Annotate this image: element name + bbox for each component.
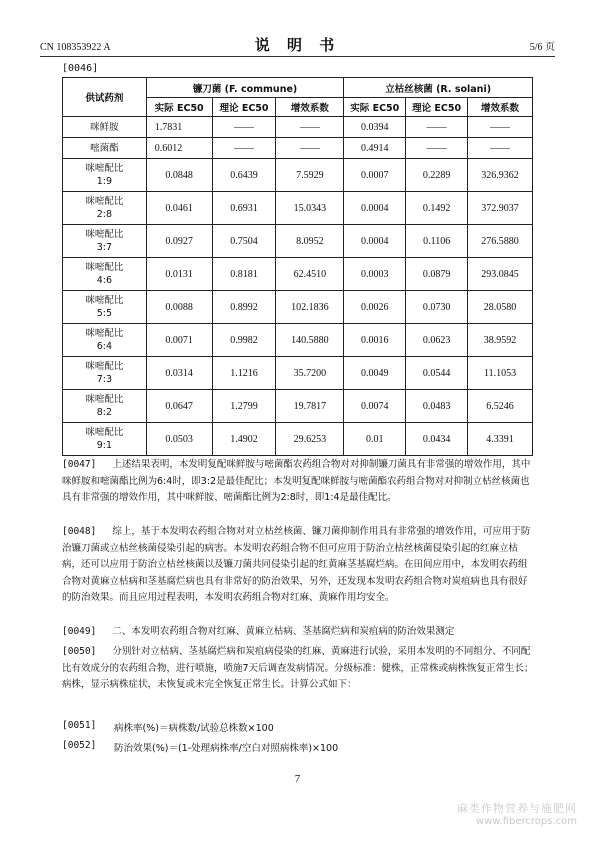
value-cell: 0.0131 (146, 258, 212, 291)
table-row (63, 138, 533, 159)
value-cell: 0.01 (344, 423, 406, 456)
agent-ratio: 6:4 (96, 341, 113, 352)
paragraph-0048 (62, 524, 534, 607)
value-cell: 28.0580 (468, 291, 533, 324)
value-cell: 0.0647 (146, 390, 212, 423)
table-row (63, 117, 533, 138)
value-cell: 29.6253 (276, 423, 344, 456)
paragraph-0051 (62, 720, 274, 734)
value-cell: 0.0434 (406, 423, 468, 456)
agent-cell (63, 225, 147, 258)
paragraph-text: 综上，基于本发明农药组合物对对立枯丝核菌、镰刀菌抑制作用具有非常强的增效作用，可应用于防治镰刀菌或立枯丝核菌侵染引起的病害。本发明农药组合物不但可应用于防治立枯丝核菌侵染引起的红麻立枯病，还可以应用于防治立枯丝核菌以及镰刀菌共同侵染引起的红黄麻茎基腐烂病。在田间应用中，本发明农药组合物对黄麻立枯病和茎基腐烂病也具有非常好的防治效果，另外，还发现本发明农药组合物对炭疽病也具有很好的防治效果。而且应用过程表明，本发明农药组合物对红麻、黄麻作用均安全。 (62, 526, 531, 603)
table-row (63, 390, 533, 423)
value-cell: —— (212, 138, 276, 159)
subheader-cell: 增效系数 (276, 98, 344, 117)
agent-name: 咪鲜胺 (90, 121, 119, 133)
watermark-url: www.fibercrops.com (475, 816, 577, 827)
agent-cell (63, 357, 147, 390)
value-cell: —— (276, 138, 344, 159)
value-cell: 15.0343 (276, 192, 344, 225)
formula-incidence: 病株率(%)＝病株数/试验总株数×100 (114, 723, 274, 734)
value-cell: 0.0623 (406, 324, 468, 357)
watermark-title: 麻类作物营养与施肥网 (457, 802, 577, 815)
value-cell: 0.8992 (212, 291, 276, 324)
value-cell: 0.0003 (344, 258, 406, 291)
value-cell: 1.1216 (212, 357, 276, 390)
subheader-cell: 增效系数 (468, 98, 533, 117)
table-header-fusarium: 镰刀菌 (F. commune) (146, 78, 344, 98)
value-cell: 276.5880 (468, 225, 533, 258)
table-header-rsolani: 立枯丝核菌 (R. solani) (344, 78, 533, 98)
table-row (63, 258, 533, 291)
value-cell: 0.0016 (344, 324, 406, 357)
value-cell: 62.4510 (276, 258, 344, 291)
paragraph-0049 (62, 624, 534, 641)
agent-name: 咪嘧配比 (85, 394, 124, 405)
value-cell: 0.0007 (344, 159, 406, 192)
table-row (63, 225, 533, 258)
value-cell: 1.4902 (212, 423, 276, 456)
value-cell: 35.7200 (276, 357, 344, 390)
value-cell: 0.0848 (146, 159, 212, 192)
agent-name: 咪嘧配比 (85, 163, 124, 174)
value-cell: 0.2289 (406, 159, 468, 192)
patent-number: CN 108353922 A (40, 42, 111, 53)
page-number: 7 (294, 773, 301, 785)
agent-cell (63, 192, 147, 225)
paragraph-text: 二、本发明农药组合物对红麻、黄麻立枯病、茎基腐烂病和炭疽病的防治效果测定 (112, 626, 455, 637)
value-cell: 0.6012 (146, 138, 212, 159)
subheader-cell: 理论 EC50 (406, 98, 468, 117)
agent-name: 咪嘧配比 (85, 262, 124, 273)
paragraph-0050 (62, 644, 534, 694)
value-cell: 0.0049 (344, 357, 406, 390)
agent-cell (63, 258, 147, 291)
table-row (63, 423, 533, 456)
value-cell: —— (406, 117, 468, 138)
table-row (63, 357, 533, 390)
value-cell: 11.1053 (468, 357, 533, 390)
value-cell: 1.2799 (212, 390, 276, 423)
table-row (63, 192, 533, 225)
paragraph-0052 (62, 740, 339, 754)
value-cell: —— (468, 117, 533, 138)
value-cell: —— (212, 117, 276, 138)
table-row (63, 159, 533, 192)
agent-cell (63, 117, 147, 138)
value-cell: 0.0071 (146, 324, 212, 357)
paragraph-number: [0048] (62, 526, 97, 537)
value-cell: 0.4914 (344, 138, 406, 159)
page-indicator: 5/6 页 (529, 42, 555, 53)
subheader-cell: 理论 EC50 (212, 98, 276, 117)
value-cell: 0.0394 (344, 117, 406, 138)
ec50-table (62, 77, 533, 456)
value-cell: —— (406, 138, 468, 159)
value-cell: 0.0074 (344, 390, 406, 423)
agent-cell (63, 390, 147, 423)
value-cell: 0.0004 (344, 192, 406, 225)
agent-name: 咪嘧配比 (85, 427, 124, 438)
table-header-agent: 供试药剂 (63, 78, 147, 117)
value-cell: 0.7504 (212, 225, 276, 258)
value-cell: 0.0730 (406, 291, 468, 324)
formula-efficacy: 防治效果(%)＝(1-处理病株率/空白对照病株率)×100 (114, 743, 339, 754)
paragraph-text: 上述结果表明，本发明复配咪鲜胺与嘧菌酯农药组合物对对抑制镰刀菌具有非常强的增效作用，其中咪鲜胺和嘧菌酯比例为6:4时，即3:2是最佳配比；本发明复配咪鲜胺与嘧菌酯农药组合物对对抑制立枯丝核菌也具有非常强的增效作用，其中咪鲜胺、嘧菌酯比例为2:8时，即1:4是最佳配比。 (62, 459, 531, 503)
agent-name: 咪嘧配比 (85, 328, 124, 339)
value-cell: 140.5880 (276, 324, 344, 357)
table-row (63, 291, 533, 324)
paragraph-number: [0049] (62, 626, 97, 637)
agent-ratio: 2:8 (96, 209, 113, 220)
watermark (457, 800, 577, 827)
value-cell: 7.5929 (276, 159, 344, 192)
agent-cell (63, 324, 147, 357)
value-cell: 0.1106 (406, 225, 468, 258)
paragraph-number: [0047] (62, 459, 97, 470)
agent-ratio: 1:9 (96, 176, 113, 187)
value-cell: 0.6439 (212, 159, 276, 192)
value-cell: 0.0004 (344, 225, 406, 258)
value-cell: 0.0026 (344, 291, 406, 324)
agent-name: 咪嘧配比 (85, 196, 124, 207)
value-cell: 0.0483 (406, 390, 468, 423)
agent-cell (63, 423, 147, 456)
paragraph-0047 (62, 457, 534, 507)
value-cell: 1.7831 (146, 117, 212, 138)
agent-ratio: 4:6 (96, 275, 113, 286)
value-cell: —— (276, 117, 344, 138)
value-cell: 0.8181 (212, 258, 276, 291)
document-title: 说 明 书 (254, 36, 341, 54)
paragraph-text: 分别针对立枯病、茎基腐烂病和炭疽病侵染的红麻、黄麻进行试验，采用本发明的不同组分、不同配比有效成分的农药组合物，进行喷施，喷施7天后调查发病情况。分级标准：健株，正常株或病株恢复正常生长；病株，显示病株症状，未恢复或未完全恢复正常生长。计算公式如下： (62, 646, 534, 690)
agent-ratio: 5:5 (96, 308, 113, 319)
value-cell: 0.9982 (212, 324, 276, 357)
value-cell: 19.7817 (276, 390, 344, 423)
subheader-cell: 实际 EC50 (146, 98, 212, 117)
value-cell: 0.0461 (146, 192, 212, 225)
agent-name: 咪嘧配比 (85, 361, 124, 372)
page-header (40, 34, 555, 57)
value-cell: 372.9037 (468, 192, 533, 225)
value-cell: 0.0879 (406, 258, 468, 291)
value-cell: 0.0088 (146, 291, 212, 324)
value-cell: 293.0845 (468, 258, 533, 291)
value-cell: 326.9362 (468, 159, 533, 192)
agent-cell (63, 159, 147, 192)
agent-ratio: 3:7 (96, 242, 113, 253)
value-cell: 0.1492 (406, 192, 468, 225)
agent-ratio: 7:3 (96, 374, 113, 385)
value-cell: 0.0544 (406, 357, 468, 390)
paragraph-number: [0050] (62, 646, 97, 657)
value-cell: 0.0503 (146, 423, 212, 456)
agent-name: 嘧菌酯 (90, 142, 119, 154)
agent-cell (63, 291, 147, 324)
value-cell: 8.0952 (276, 225, 344, 258)
value-cell: 102.1836 (276, 291, 344, 324)
value-cell: 0.0927 (146, 225, 212, 258)
subheader-cell: 实际 EC50 (344, 98, 406, 117)
table-row (63, 324, 533, 357)
paragraph-number: [0051] (62, 720, 97, 731)
value-cell: 0.0314 (146, 357, 212, 390)
paragraph-number: [0052] (62, 740, 97, 751)
agent-name: 咪嘧配比 (85, 295, 124, 306)
agent-ratio: 8:2 (96, 407, 113, 418)
value-cell: 0.6931 (212, 192, 276, 225)
agent-ratio: 9:1 (96, 440, 113, 451)
value-cell: 38.9592 (468, 324, 533, 357)
paragraph-number-0046: [0046] (62, 63, 99, 74)
agent-cell (63, 138, 147, 159)
value-cell: 6.5246 (468, 390, 533, 423)
agent-name: 咪嘧配比 (85, 229, 124, 240)
value-cell: 4.3391 (468, 423, 533, 456)
value-cell: —— (468, 138, 533, 159)
